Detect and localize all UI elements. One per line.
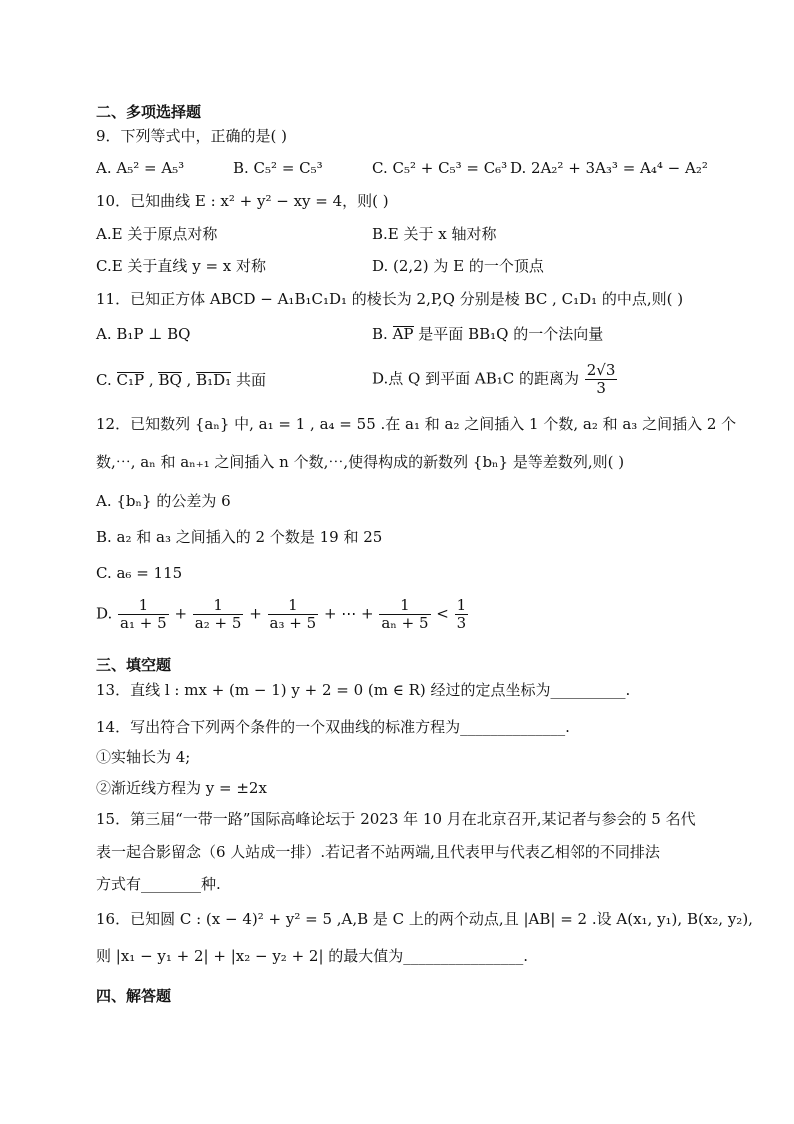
q11-c-vector-1: C₁P [116,371,145,389]
q12-stem-line-2: 数,⋯, aₙ 和 aₙ₊₁ 之间插入 n 个数,⋯,使得构成的新数列 {bₙ} 是等差数列,则( ) [96,453,625,471]
q16-line-1: 16．已知圆 C : (x − 4)² + y² = 5 ,A,B 是 C 上的两个动点,且 |AB| = 2 .设 A(x₁, y₁), B(x₂, y₂), [96,910,753,928]
q10-option-d: D. (2,2) 为 E 的一个顶点 [372,257,544,275]
q12-d-ellipsis: + ⋯ + [323,604,374,623]
q12-d-numerator-5: 1 [456,596,467,614]
q11-d-numerator: 2√3 [586,361,616,379]
q12-d-numerator-1: 1 [118,597,169,615]
q12-d-fraction-2 [193,597,244,632]
q12-d-denominator-2: a₂ + 5 [194,614,242,632]
section-heading-fill-in: 三、填空题 [96,656,172,674]
q10-option-b: B.E 关于 x 轴对称 [372,225,497,243]
q11-c-vector-2: BQ [158,371,182,389]
q12-d-fraction-3 [268,597,319,632]
q12-d-numerator-3: 1 [268,597,319,615]
q12-d-prefix: D. [96,604,113,623]
q16-line-2: 则 |x₁ − y₁ + 2| + |x₂ − y₂ + 2| 的最大值为________________. [96,947,529,965]
q10-option-c: C.E 关于直线 y = x 对称 [96,257,267,275]
q12-d-fraction-5 [455,597,469,632]
q12-option-a: A. {bₙ} 的公差为 6 [96,492,231,510]
q11-d-fraction [585,362,618,397]
q11-option-a: A. B₁P ⊥ BQ [96,325,191,343]
section-heading-solutions: 四、解答题 [96,987,172,1005]
q12-option-d [96,597,469,632]
q14-condition-1: ①实轴长为 4; [96,748,191,766]
q11-c-text: 共面 [235,371,266,389]
q11-c-prefix: C. [96,371,112,389]
q12-d-plus-1: + [174,604,188,623]
q15-line-2: 表一起合影留念（6 人站成一排）.若记者不站两端,且代表甲与代表乙相邻的不同排法 [96,843,660,861]
q13-text: 13．直线 l : mx + (m − 1) y + 2 = 0 (m ∈ R) 经过的定点坐标为__________. [96,681,631,699]
q11-c-sep-2: , [186,371,192,389]
q11-option-c [96,369,266,391]
q12-option-c: C. a₆ = 115 [96,564,183,582]
q12-d-plus-2: + [249,604,262,623]
q11-b-prefix: B. [372,325,388,343]
q12-stem-line-1: 12．已知数列 {aₙ} 中, a₁ = 1 , a₄ = 55 .在 a₁ 和 a₂ 之间插入 1 个数, a₂ 和 a₃ 之间插入 2 个 [96,415,737,433]
q12-d-fraction-1 [118,597,169,632]
q12-d-denominator-5: 3 [456,614,467,632]
q11-stem: 11．已知正方体 ABCD − A₁B₁C₁D₁ 的棱长为 2,P,Q 分别是棱 BC , C₁D₁ 的中点,则( ) [96,290,684,308]
q9-option-b: B. C₅² = C₅³ [233,159,323,177]
q12-d-denominator-3: a₃ + 5 [269,614,317,632]
q10-stem: 10．已知曲线 E : x² + y² − xy = 4，则( ) [96,192,389,210]
q11-d-denominator: 3 [596,379,606,397]
q11-c-vector-3: B₁D₁ [196,371,232,389]
q12-d-fraction-4 [379,597,430,632]
q12-d-numerator-4: 1 [379,597,430,615]
q9-option-d: D. 2A₂² + 3A₃³ = A₄⁴ − A₂² [510,159,708,177]
q12-d-denominator-4: aₙ + 5 [381,614,429,632]
q14-condition-2: ②渐近线方程为 y = ±2x [96,779,267,797]
q11-d-text: D.点 Q 到平面 AB₁C 的距离为 [372,369,579,388]
q11-b-text: 是平面 BB₁Q 的一个法向量 [418,325,604,343]
q9-stem: 9．下列等式中，正确的是( ) [96,127,288,145]
q9-option-a: A. A₅² = A₅³ [96,159,185,177]
q12-d-numerator-2: 1 [193,597,244,615]
q14-stem: 14．写出符合下列两个条件的一个双曲线的标准方程为______________. [96,718,570,736]
q10-option-a: A.E 关于原点对称 [96,225,218,243]
q15-line-1: 15．第三届“一带一路”国际高峰论坛于 2023 年 10 月在北京召开,某记者与参会的 5 名代 [96,810,696,828]
q12-d-less-than: < [436,604,449,623]
q11-b-vector: AP [392,325,414,343]
q11-option-b [372,323,603,345]
q11-c-sep-1: , [148,371,154,389]
q12-d-denominator-1: a₁ + 5 [120,614,167,632]
q11-option-d [372,362,618,397]
q9-option-c: C. C₅² + C₅³ = C₆³ [372,159,508,177]
section-heading-multiple-choice: 二、多项选择题 [96,103,202,121]
q15-line-3: 方式有________种. [96,875,221,893]
q12-option-b: B. a₂ 和 a₃ 之间插入的 2 个数是 19 和 25 [96,528,383,546]
